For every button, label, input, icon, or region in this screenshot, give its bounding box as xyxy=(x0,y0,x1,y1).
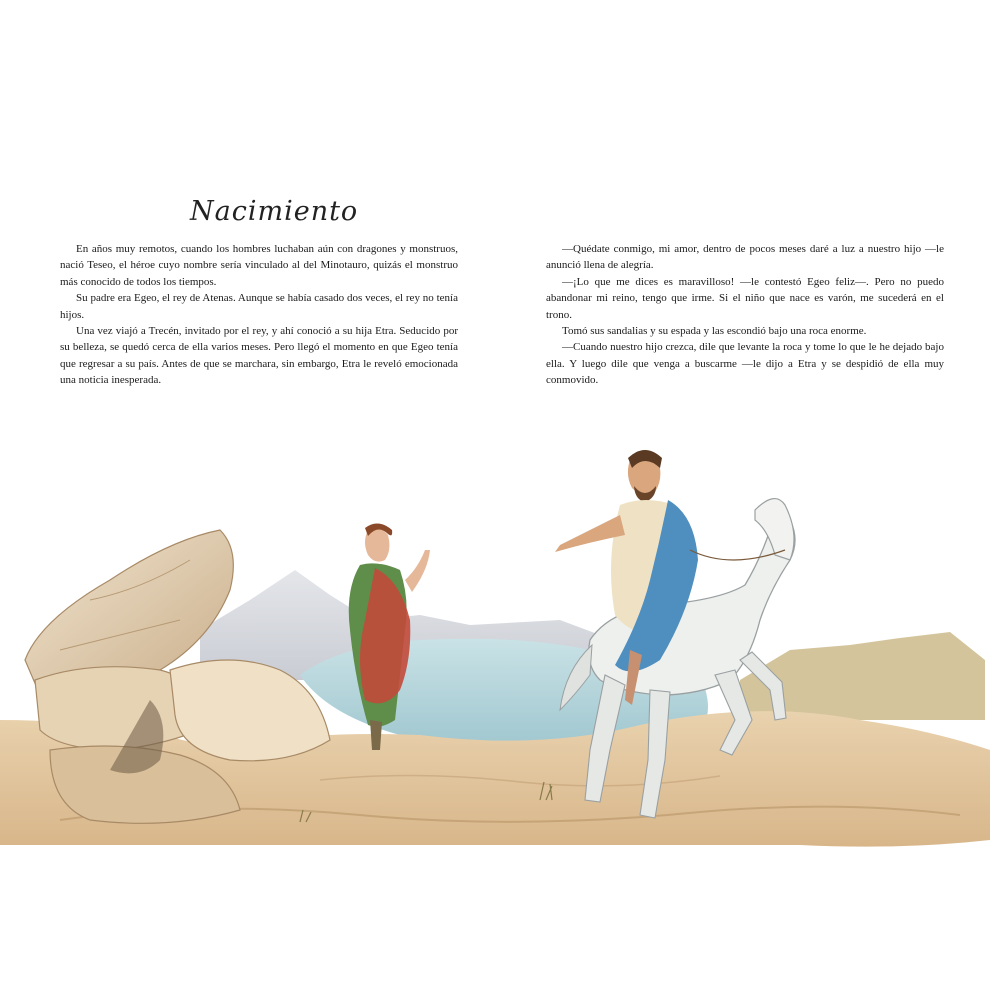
paragraph: Su padre era Egeo, el rey de Atenas. Aunque se había casado dos veces, el rey no tenía hijos. xyxy=(60,292,458,321)
paragraph: —Cuando nuestro hijo crezca, dile que levante la roca y tome lo que le he dejado bajo ella. Y luego dile que venga a buscarme —le dijo a Etra y se despidió de ella muy conmovido. xyxy=(546,341,944,387)
paragraph: En años muy remotos, cuando los hombres luchaban aún con dragones y monstruos, nació Teseo, el héroe cuyo nombre sería vinculado al del Minotauro, quizás el monstruo más conocido de todos los tiempos. xyxy=(60,243,458,288)
watercolor-illustration xyxy=(0,420,1000,860)
paragraph: Una vez viajó a Trecén, invitado por el rey, y ahí conoció a su hija Etra. Seducido por su belleza, se quedó cerca de ella varios meses. Pero llegó el momento en que Egeo tenía que regresar a su país. Antes de que se marchara, sin embargo, Etra le reveló emocionada una noticia inesperada. xyxy=(60,325,458,387)
chapter-title: Nacimiento xyxy=(190,196,359,227)
left-text-column xyxy=(60,241,458,389)
paragraph: —Quédate conmigo, mi amor, dentro de pocos meses daré a luz a nuestro hijo —le anunció llena de alegría. xyxy=(546,243,944,272)
paragraph: —¡Lo que me dices es maravilloso! —le contestó Egeo feliz—. Pero no puedo abandonar mi reino, tengo que irme. Si el niño que nace es varón, me sucederá en el trono. xyxy=(546,275,944,321)
paragraph: Tomó sus sandalias y su espada y las escondió bajo una roca enorme. xyxy=(562,325,867,338)
right-text-column xyxy=(546,241,944,389)
